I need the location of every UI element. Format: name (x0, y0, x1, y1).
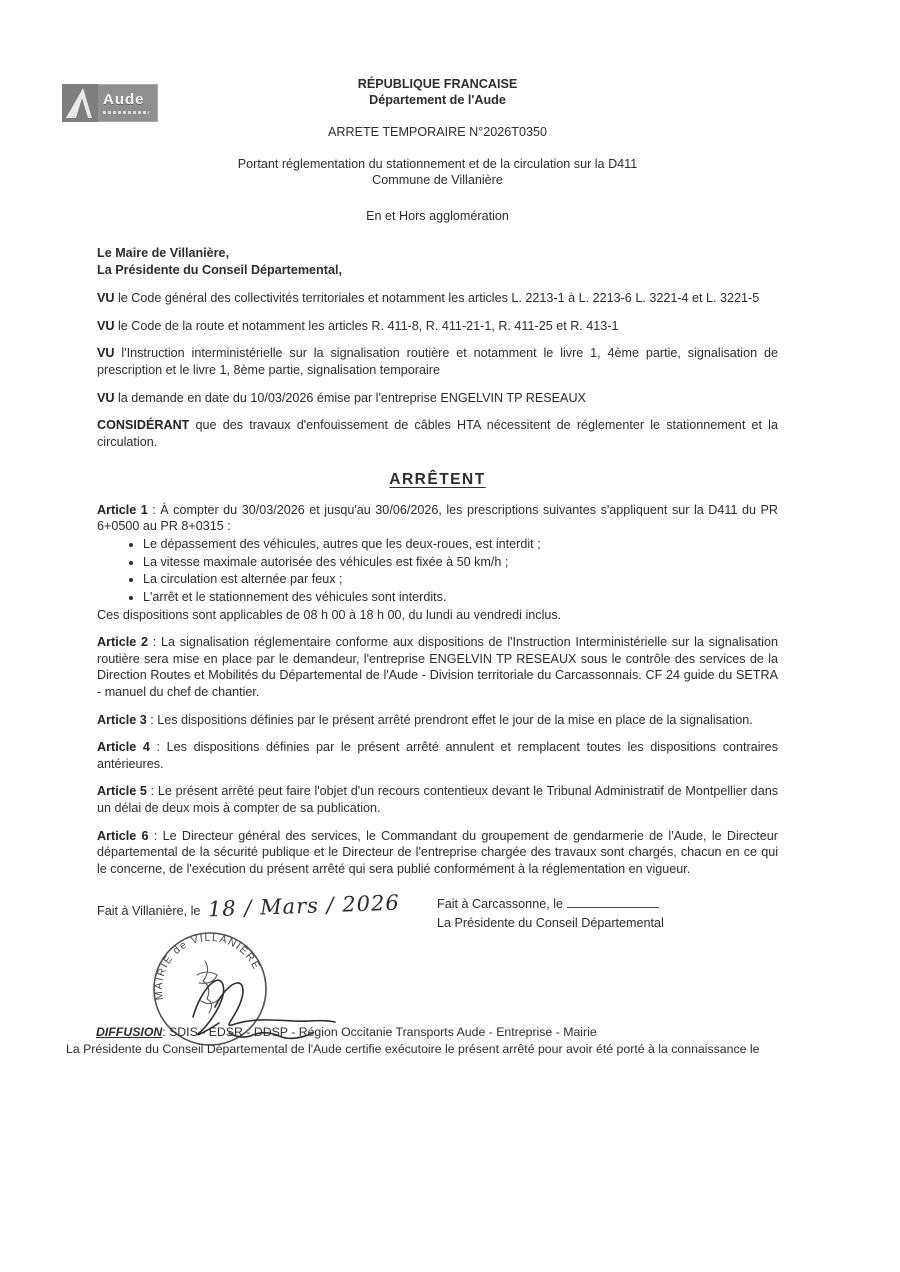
article-3-label: Article 3 (97, 712, 147, 727)
vu-paragraph-2 (97, 318, 778, 335)
arretent-heading: ARRÊTENT (389, 471, 486, 489)
republic-title: RÉPUBLIQUE FRANCAISE (357, 77, 518, 91)
bullet-item: • Le dépassement des véhicules, autres que les deux-roues, est interdit ; (143, 536, 778, 553)
vu-text: l'Instruction interministérielle sur la signalisation routière et notamment le livre 1, 4ème partie, signalisation de prescription et le livre 1, 8ème partie, signalisation temporaire (97, 346, 778, 377)
article-5 (97, 783, 778, 816)
fait-a-villaniere-label: Fait à Villanière, le (97, 904, 201, 919)
article-2-text: : La signalisation réglementaire conforme aux dispositions de l'Instruction Interministérielle sur la signalisation routière sera mise en place par le demandeur, l'entreprise ENGELVIN TP RESEAUX sous le contrôle des services de la Direction Routes et Mobilités du Départemental de l'Aude - Division territoriale du Carcassonnais. CF 24 guide du SETRA - manuel du chef de chantier. (97, 635, 778, 699)
article-6-label: Article 6 (97, 828, 149, 843)
article-2-label: Article 2 (97, 635, 148, 650)
department-title: Département de l'Aude (369, 93, 506, 108)
article-2 (97, 634, 778, 700)
document-body (97, 76, 779, 1002)
article-1-label: Article 1 (97, 502, 148, 517)
considerant-text: que des travaux d'enfouissement de câbles HTA nécessitent de réglementer le stationnement et la circulation. (97, 418, 778, 449)
article-4 (97, 739, 778, 772)
article-3-text: : Les dispositions définies par le présent arrêté prendront effet le jour de la mise en place de la signalisation. (146, 712, 753, 727)
bullet-item: • La vitesse maximale autorisée des véhicules est fixée à 50 km/h ; (143, 554, 778, 571)
diffusion-label: DIFFUSION (96, 1025, 163, 1039)
article-6 (97, 828, 778, 878)
signature-left (97, 891, 437, 1002)
vu-label: VU (97, 291, 115, 306)
fait-a-carcassonne-label: Fait à Carcassonne, le (437, 897, 563, 912)
vu-text: le Code général des collectivités territoriales et notamment les articles L. 2213-1 à L. 2213-6 L. 3221-4 et L. 3221-5 (114, 291, 760, 306)
vu-paragraph-3 (97, 345, 778, 378)
signatories-block (97, 245, 778, 279)
stamp-emblem-icon (197, 961, 219, 1013)
fait-a-carcassonne-line (437, 895, 778, 913)
signatory-president: La Présidente du Conseil Départemental, (97, 263, 342, 278)
diffusion-line (66, 1024, 866, 1041)
blank-date-line (567, 898, 659, 909)
article-1 (97, 502, 778, 535)
considerant-label: CONSIDÉRANT (97, 418, 190, 433)
aude-a-icon (62, 84, 98, 122)
vu-paragraph-4 (97, 390, 778, 407)
signature-block (97, 891, 778, 1002)
article-1-bullet-list (97, 536, 778, 605)
article-6-text: : Le Directeur général des services, le Commandant du groupement de gendarmerie de l'Aude, le Directeur départemental de la sécurité publique et le Directeur de l'entreprise chargée des travaux sont chargés, chacun en ce qui le concerne, de l'exécution du présent arrêté qui sera publié conformément à la réglementation en vigueur. (97, 828, 779, 876)
vu-paragraph-1 (97, 290, 778, 307)
arrete-number-title: ARRETE TEMPORAIRE N°2026T0350 (328, 125, 547, 140)
article-1-closing: Ces dispositions sont applicables de 08 h 00 à 18 h 00, du lundi au vendredi inclus. (97, 607, 562, 622)
vu-text: le Code de la route et notamment les articles R. 411-8, R. 411-21-1, R. 411-25 et R. 413-1 (114, 318, 619, 333)
agglomeration-scope: En et Hors agglomération (366, 208, 509, 223)
certification-line: La Présidente du Conseil Départemental de l'Aude certifie exécutoire le présent arrêté pour avoir été porté à la connaissance le (66, 1041, 760, 1056)
considerant-paragraph (97, 417, 778, 450)
article-5-label: Article 5 (97, 784, 147, 799)
subject-block (97, 156, 778, 189)
vu-label: VU (97, 318, 115, 333)
subject-line-2: Commune de Villanière (372, 173, 503, 188)
bullet-item: • L'arrêt et le stationnement des véhicules sont interdits. (143, 589, 778, 606)
president-title-line: La Présidente du Conseil Départemental (437, 915, 664, 930)
vu-text: la demande en date du 10/03/2026 émise par l'entreprise ENGELVIN TP RESEAUX (114, 390, 586, 405)
article-4-label: Article 4 (97, 740, 150, 755)
header-block (97, 76, 778, 108)
handwritten-date: 18 / Mars / 2026 (207, 891, 401, 922)
bullet-item: • La circulation est alternée par feux ; (143, 571, 778, 588)
subject-line-1: Portant réglementation du stationnement et de la circulation sur la D411 (237, 156, 638, 171)
signatory-mayor: Le Maire de Villanière, (97, 246, 230, 261)
logo-brand-text: Aude (103, 91, 145, 108)
stamp-text: MAIRIE de VILLANIÈRE (152, 932, 263, 1002)
article-5-text: : Le présent arrêté peut faire l'objet d'un recours contentieux devant le Tribunal Administratif de Montpellier dans un délai de deux mois à compter de sa publication. (97, 784, 778, 816)
vu-label: VU (97, 346, 115, 361)
article-3 (97, 712, 778, 729)
article-4-text: : Les dispositions définies par le présent arrêté annulent et remplacent toutes les dispositions contraires antérieures. (97, 740, 778, 771)
diffusion-recipients: : SDIS - EDSR - DDSP - Région Occitanie Transports Aude - Entreprise - Mairie (162, 1025, 597, 1039)
vu-label: VU (97, 390, 115, 405)
article-1-text: : À compter du 30/03/2026 et jusqu'au 30/06/2026, les prescriptions suivantes s'appliquent sur la D411 du PR 6+0500 au PR 8+0315 : (97, 502, 778, 534)
footer-block (66, 1024, 866, 1057)
signature-right (437, 895, 778, 932)
